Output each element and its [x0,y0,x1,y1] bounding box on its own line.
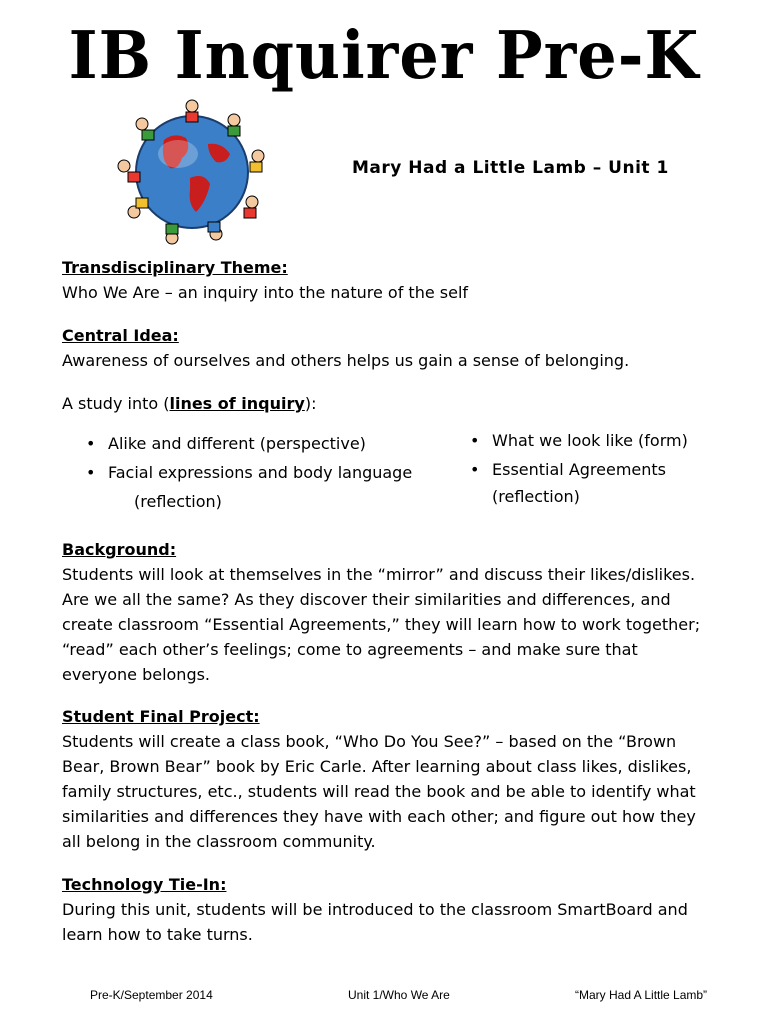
page-title: IB Inquirer Pre-K [68,17,700,94]
theme-section [62,255,722,305]
inquiry-right-list [466,426,726,509]
inquiry-intro-after: ): [304,394,317,413]
background-line: everyone belongs. [62,665,211,684]
list-item-text: Essential Agreements [492,460,667,479]
central-idea-text: Awareness of ourselves and others helps us gain a sense of belonging. [62,351,630,370]
final-project-line: family structures, etc., students will read the book and be able to identify what [62,782,696,801]
list-item-continuation: (reflection) [492,487,580,506]
list-item [82,458,442,516]
final-project-section [62,704,722,854]
central-idea-heading: Central Idea: [62,326,179,345]
background-heading: Background: [62,540,177,559]
list-item-continuation: (reflection) [134,492,222,511]
background-line: “read” each other’s feelings; come to agreements – and make sure that [62,640,638,659]
technology-heading: Technology Tie-In: [62,875,227,894]
final-project-heading: Student Final Project: [62,707,260,726]
inquiry-intro [62,391,722,416]
background-line: Are we all the same? As they discover their similarities and differences, and [62,590,671,609]
footer-center: Unit 1/Who We Are [348,988,450,1002]
list-item: • What we look like (form) [466,426,726,455]
inquiry-intro-before: A study into ( [62,394,170,413]
final-project-line: Bear, Brown Bear” book by Eric Carle. After learning about class likes, dislikes, [62,757,692,776]
final-project-line: similarities and differences they have with each other; and figure out how they [62,807,696,826]
inquiry-left-list [82,429,442,516]
final-project-line: all belong in the classroom community. [62,832,376,851]
background-section [62,537,722,687]
list-item: • Alike and different (perspective) [82,429,442,458]
lines-of-inquiry-label: lines of inquiry [169,394,305,413]
central-idea-section [62,323,722,373]
technology-section [62,872,722,947]
globe-children-illustration [112,92,272,252]
technology-line: learn how to take turns. [62,925,253,944]
theme-text: Who We Are – an inquiry into the nature of the self [62,283,469,302]
theme-heading: Transdisciplinary Theme: [62,258,288,277]
background-line: create classroom “Essential Agreements,” they will learn how to work together; [62,615,701,634]
list-item-text: Facial expressions and body language [108,463,413,482]
footer-left: Pre-K/September 2014 [90,988,213,1002]
unit-subtitle: Mary Had a Little Lamb – Unit 1 [352,158,669,178]
footer-right: “Mary Had A Little Lamb” [575,988,708,1002]
background-line: Students will look at themselves in the “mirror” and discuss their likes/dislikes. [62,565,696,584]
final-project-line: Students will create a class book, “Who Do You See?” – based on the “Brown [62,732,677,751]
technology-line: During this unit, students will be introduced to the classroom SmartBoard and [62,900,688,919]
list-item [466,455,726,509]
